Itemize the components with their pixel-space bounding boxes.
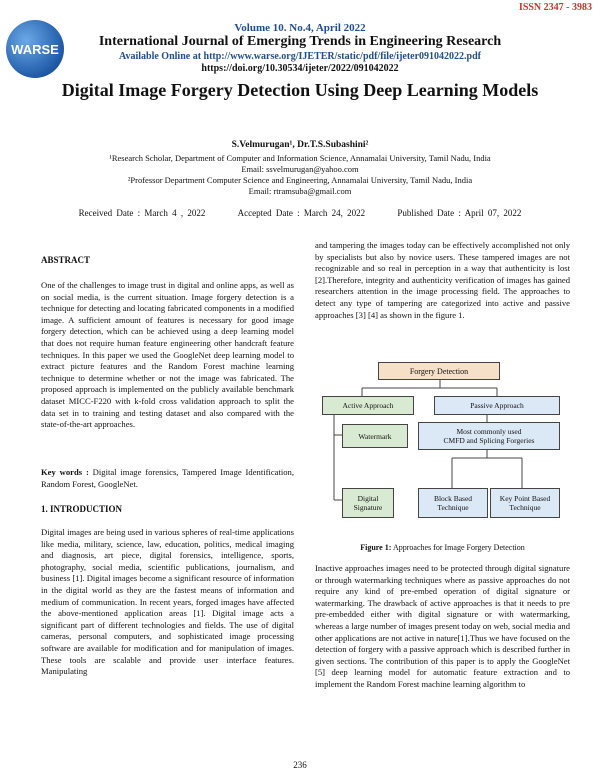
abstract-text: One of the challenges to image trust in digital and online apps, as well as on social media, is the current situation. Image forgery detection is a technique for detecting and locating fabricated components in a modified image. A sufficient amount of features is necessary for good image forgery detection, which can be achieved using a deep learning model that does not require human feature engineering other handcraft feature techniques. In this paper we used the GoogleNet deep learning model to extract picture features and the Random Forest machine learning technique to determine whether or not the image was fabricated. The proposed approach is implemented on the publicly available benchmark dataset MICC-F220 with k-fold cross validation approach to split the data set in to training and testing dataset and also compared with the state-of-the-art approaches. xyxy=(41,280,294,430)
caption-text: Approaches for Image Forgery Detection xyxy=(391,543,525,552)
node-active-approach: Active Approach xyxy=(322,396,414,415)
authors: S.Velmurugan¹, Dr.T.S.Subashini² xyxy=(231,140,369,150)
node-forgery-detection: Forgery Detection xyxy=(378,362,500,380)
dates-line xyxy=(0,208,600,218)
keypoint-line-1: Key Point Based xyxy=(499,494,551,503)
intro-text: Digital images are being used in various spheres of real-time applications like media, military, science, law, education, politics, medical imaging and diagnosis, art piece, digital forensics, intelligence, sports, photography, social media, scientific publications, journalism, and business [1]. Digital images become a significant resource of information in the digital world as they are the fastest means of information and medium of communication. In recent years, forged images have affected the above-mentioned application areas [1]. Digital image acts a significant part of different technologies and fields. The use of digital cameras, personal computers, and sophisticated image processing software are available for modification and for manipulation of images. These tools are scalable and provide user interface features. Manipulating xyxy=(41,527,294,677)
issn-label: ISSN 2347 - 3983 xyxy=(518,2,592,13)
affiliation-1: ¹Research Scholar, Department of Computer and Information Science, Annamalai University, Tamil Nadu, India xyxy=(109,153,491,163)
figure-1-diagram xyxy=(322,362,562,522)
received-date: Received Date : March 4 , 2022 xyxy=(78,208,206,218)
right-para-1: and tampering the images today can be effectively accomplished not only by specialists but also by novice users. These tampered images are not recognizable and so real in perception in a way that authenticity is lost [2].Therefore, integrity and authenticity verification of images has gained researchers attention in the image processing field. The approaches to detect any type of tampering are categorized into active and passive approaches [3] [4] as shown in the figure 1. xyxy=(315,240,570,320)
node-common-forgeries xyxy=(418,422,560,450)
node-key-point-based xyxy=(490,488,560,518)
accepted-date: Accepted Date : March 24, 2022 xyxy=(237,208,366,218)
volume-line: Volume 10. No.4, April 2022 xyxy=(234,22,366,34)
keywords-text: Digital image forensics, Tampered Image Identification, Random Forest, GoogleNet. xyxy=(41,467,294,489)
figure-caption xyxy=(315,543,570,552)
common-line-1: Most commonly used xyxy=(456,427,522,436)
abstract-heading: ABSTRACT xyxy=(41,255,91,265)
caption-label: Figure 1: xyxy=(360,543,392,552)
digital-line-2: Signature xyxy=(353,503,383,512)
intro-heading: 1. INTRODUCTION xyxy=(41,504,123,514)
common-line-2: CMFD and Splicing Forgeries xyxy=(443,436,535,445)
email-1: Email: ssvelmurugan@yahoo.com xyxy=(241,164,359,174)
paper-title: Digital Image Forgery Detection Using Deep Learning Models xyxy=(61,80,539,100)
right-para-2: Inactive approaches images need to be protected through digital signature or through watermarking techniques where as passive approaches do not require any kind of pre-embed operation of digital signature or watermarking. The drawback of active approaches is that it needs to pre pre-embedded either with digital signature or with watermarking, whereas a large number of images present today on web, social media and other applications are not active in nature[1].Thus we have focused on the detection of forgery with a passive approach which is described further in given sections. The contribution of this paper is to apply the GoogleNet [5] deep learning model for automatic feature extraction and to implement the Random Forest machine learning algorithm to xyxy=(315,563,570,689)
email-2: Email: rtramsuba@gmail.com xyxy=(248,186,352,196)
published-date: Published Date : April 07, 2022 xyxy=(397,208,522,218)
keywords xyxy=(41,467,294,490)
online-url[interactable]: Available Online at http://www.warse.org/IJETER/static/pdf/file/ijeter091042022.pdf xyxy=(118,51,482,62)
page-number: 236 xyxy=(293,760,307,770)
logo-text: WARSE xyxy=(11,41,59,57)
node-passive-approach: Passive Approach xyxy=(434,396,560,415)
block-line-1: Block Based xyxy=(433,494,473,503)
digital-line-1: Digital xyxy=(357,494,379,503)
node-digital-signature xyxy=(342,488,394,518)
node-watermark: Watermark xyxy=(342,424,408,448)
node-block-based xyxy=(418,488,488,518)
block-line-2: Technique xyxy=(437,503,469,512)
journal-title: International Journal of Emerging Trends in Engineering Research xyxy=(98,34,502,49)
keywords-label: Key words : xyxy=(41,467,89,477)
doi-link[interactable]: https://doi.org/10.30534/ijeter/2022/091042022 xyxy=(201,63,399,74)
keypoint-line-2: Technique xyxy=(509,503,541,512)
affiliation-2: ²Professor Department Computer Science and Engineering, Annamalai University, Tamil Nadu, India xyxy=(127,175,473,185)
